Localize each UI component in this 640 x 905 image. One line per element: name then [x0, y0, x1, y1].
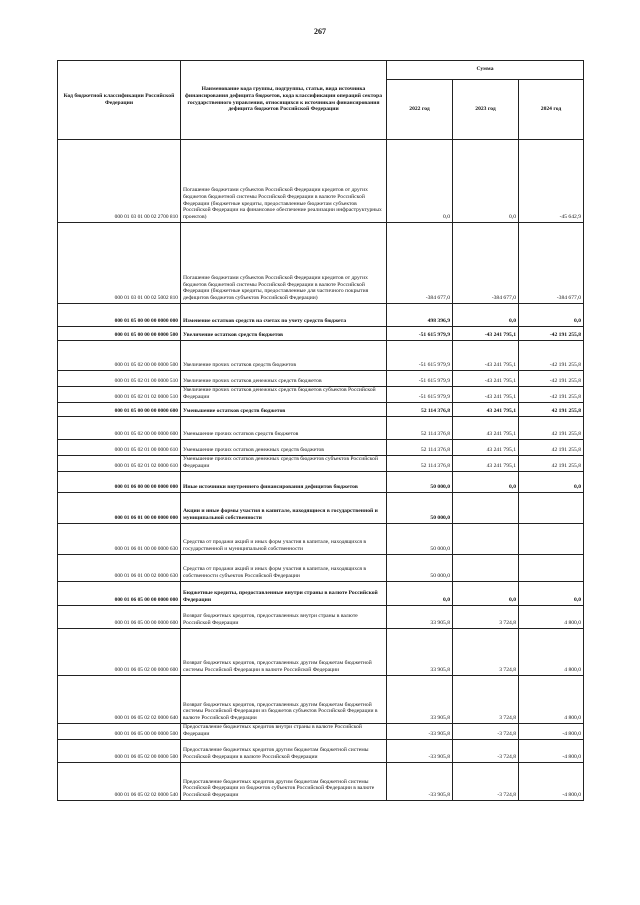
budget-code-cell: 000 01 05 00 00 00 0000 500	[58, 327, 181, 341]
budget-code-cell: 000 01 05 00 00 00 0000 000	[58, 304, 181, 327]
year-2023-header: 2023 год	[453, 80, 519, 140]
amount-2024-cell: -42 191 255,8	[519, 371, 584, 387]
budget-code-cell: 000 01 05 02 01 02 0000 610	[58, 456, 181, 472]
budget-code-cell: 000 01 05 02 01 00 0000 610	[58, 440, 181, 456]
budget-code-cell: 000 01 06 05 02 00 0000 600	[58, 629, 181, 676]
table-row	[58, 387, 584, 403]
amount-2022-cell: 50 000,0	[387, 555, 453, 582]
amount-2022-cell: 50 000,0	[387, 493, 453, 524]
item-name-cell: Уменьшение прочих остатков денежных средств бюджетов	[181, 440, 387, 456]
table-row	[58, 472, 584, 493]
amount-2023-cell	[453, 524, 519, 555]
amount-2023-cell: 43 241 795,1	[453, 456, 519, 472]
amount-2024-cell: 4 800,0	[519, 676, 584, 724]
amount-2023-cell: 3 724,8	[453, 629, 519, 676]
amount-2022-cell: 33 905,8	[387, 606, 453, 629]
item-name-cell: Возврат бюджетных кредитов, предоставленных внутри страны в валюте Российской Федерации	[181, 606, 387, 629]
budget-code-cell: 000 01 03 01 00 02 2700 810	[58, 140, 181, 223]
budget-code-cell: 000 01 06 05 00 00 0000 600	[58, 606, 181, 629]
budget-code-cell: 000 01 06 05 00 00 0000 500	[58, 724, 181, 740]
item-name-cell: Увеличение остатков средств бюджетов	[181, 327, 387, 341]
amount-2024-cell: 0,0	[519, 304, 584, 327]
amount-2024-cell	[519, 524, 584, 555]
amount-2024-cell: -4 800,0	[519, 724, 584, 740]
item-name-cell: Возврат бюджетных кредитов, предоставленных другим бюджетам бюджетной системы Российской Федерации из бюджетов субъектов Российской Федерации в валюте Российской Федерации	[181, 676, 387, 724]
table-row	[58, 524, 584, 555]
item-name-cell: Изменение остатков средств на счетах по учету средств бюджета	[181, 304, 387, 327]
table-row	[58, 676, 584, 724]
amount-2023-cell	[453, 555, 519, 582]
amount-2022-cell: -51 615 979,9	[387, 327, 453, 341]
budget-code-cell: 000 01 06 05 02 02 0000 540	[58, 763, 181, 801]
item-name-cell: Увеличение прочих остатков денежных средств бюджетов субъектов Российской Федерации	[181, 387, 387, 403]
item-name-cell: Погашение бюджетами субъектов Российской Федерации кредитов от других бюджетов бюджетной системы Российской Федерации в валюте Российской Федерации (бюджетные кредиты, предоставленные бюджетам субъектов Российской Федерации на финансовое обеспечение реализации инфраструктурных проектов)	[181, 140, 387, 223]
item-name-cell: Уменьшение остатков средств бюджетов	[181, 403, 387, 417]
amount-2022-cell: 498 396,9	[387, 304, 453, 327]
budget-code-cell: 000 01 05 02 01 02 0000 510	[58, 387, 181, 403]
budget-code-cell: 000 01 06 05 02 02 0000 640	[58, 676, 181, 724]
table-row	[58, 763, 584, 801]
amount-2022-cell: -33 905,8	[387, 763, 453, 801]
amount-2022-cell: 33 905,8	[387, 676, 453, 724]
item-name-cell: Средства от продажи акций и иных форм участия в капитале, находящихся в государственной и муниципальной собственности	[181, 524, 387, 555]
budget-code-cell: 000 01 03 01 00 02 5002 810	[58, 223, 181, 304]
amount-2022-cell: -33 905,8	[387, 724, 453, 740]
table-row	[58, 371, 584, 387]
amount-2022-cell: 52 114 376,8	[387, 440, 453, 456]
year-2022-header: 2022 год	[387, 80, 453, 140]
amount-2023-cell: 43 241 795,1	[453, 403, 519, 417]
amount-2024-cell: 4 800,0	[519, 606, 584, 629]
item-name-cell: Предоставление бюджетных кредитов внутри страны в валюте Российской Федерации	[181, 724, 387, 740]
item-name-cell: Предоставление бюджетных кредитов другим бюджетам бюджетной системы Российской Федерации из бюджетов субъектов Российской Федерации в валюте Российской Федерации	[181, 763, 387, 801]
table-row	[58, 606, 584, 629]
table-row	[58, 740, 584, 763]
table-row	[58, 493, 584, 524]
table-row	[58, 304, 584, 327]
amount-2022-cell: -51 615 979,9	[387, 341, 453, 371]
item-name-cell: Увеличение прочих остатков средств бюджетов	[181, 341, 387, 371]
table-row	[58, 629, 584, 676]
sum-column-header: Сумма	[387, 61, 584, 80]
table-row	[58, 417, 584, 440]
table-row	[58, 223, 584, 304]
budget-code-cell: 000 01 06 01 00 00 0000 000	[58, 493, 181, 524]
amount-2024-cell: 42 191 255,8	[519, 440, 584, 456]
amount-2023-cell: 3 724,8	[453, 676, 519, 724]
amount-2023-cell	[453, 493, 519, 524]
budget-code-cell: 000 01 05 02 00 00 0000 600	[58, 417, 181, 440]
amount-2022-cell: 52 114 376,8	[387, 417, 453, 440]
amount-2022-cell: 50 000,0	[387, 524, 453, 555]
item-name-cell: Акции и иные формы участия в капитале, находящиеся в государственной и муниципальной собственности	[181, 493, 387, 524]
table-row	[58, 403, 584, 417]
amount-2024-cell: 0,0	[519, 582, 584, 606]
amount-2024-cell: 42 191 255,8	[519, 403, 584, 417]
item-name-cell: Погашение бюджетами субъектов Российской Федерации кредитов от других бюджетов бюджетной системы Российской Федерации в валюте Российской Федерации (бюджетные кредиты, предоставленные для частичного покрытия дефицитов бюджетов субъектов Российской Федерации)	[181, 223, 387, 304]
amount-2023-cell: -384 677,0	[453, 223, 519, 304]
item-name-cell: Уменьшение прочих остатков денежных средств бюджетов субъектов Российской Федерации	[181, 456, 387, 472]
amount-2024-cell: -42 191 255,8	[519, 341, 584, 371]
budget-code-cell: 000 01 06 01 00 00 0000 630	[58, 524, 181, 555]
table-row	[58, 582, 584, 606]
amount-2022-cell: 52 114 376,8	[387, 403, 453, 417]
amount-2024-cell: -45 642,9	[519, 140, 584, 223]
table-row	[58, 140, 584, 223]
item-name-cell: Бюджетные кредиты, предоставленные внутри страны в валюте Российской Федерации	[181, 582, 387, 606]
budget-code-cell: 000 01 06 05 00 00 0000 000	[58, 582, 181, 606]
name-column-header: Наименование кода группы, подгруппы, статьи, вида источника финансирования дефицита бюджетов, кода классификации операций сектора государственного управления, относящихся к источникам финансирования дефицита бюджетов Российской Федерации	[181, 61, 387, 140]
amount-2022-cell: -33 905,8	[387, 740, 453, 763]
amount-2023-cell: -3 724,8	[453, 740, 519, 763]
amount-2022-cell: -51 615 979,9	[387, 387, 453, 403]
amount-2023-cell: 0,0	[453, 472, 519, 493]
item-name-cell: Средства от продажи акций и иных форм участия в капитале, находящихся в собственности субъектов Российской Федерации	[181, 555, 387, 582]
page-number: 267	[314, 27, 326, 36]
amount-2022-cell: 0,0	[387, 140, 453, 223]
table-row	[58, 724, 584, 740]
amount-2022-cell: 52 114 376,8	[387, 456, 453, 472]
amount-2024-cell: -4 800,0	[519, 740, 584, 763]
amount-2023-cell: 0,0	[453, 582, 519, 606]
amount-2023-cell: 43 241 795,1	[453, 417, 519, 440]
amount-2022-cell: 50 000,0	[387, 472, 453, 493]
budget-code-cell: 000 01 05 02 00 00 0000 500	[58, 341, 181, 371]
amount-2024-cell: 42 191 255,8	[519, 417, 584, 440]
amount-2024-cell: -42 191 255,8	[519, 327, 584, 341]
code-column-header: Код бюджетной классификации Российской Федерации	[58, 61, 181, 140]
amount-2023-cell: -3 724,8	[453, 763, 519, 801]
amount-2023-cell: -43 241 795,1	[453, 371, 519, 387]
amount-2024-cell	[519, 555, 584, 582]
amount-2023-cell: 0,0	[453, 304, 519, 327]
item-name-cell: Уменьшение прочих остатков средств бюджетов	[181, 417, 387, 440]
amount-2024-cell	[519, 493, 584, 524]
budget-code-cell: 000 01 06 01 00 02 0000 630	[58, 555, 181, 582]
amount-2024-cell: -4 800,0	[519, 763, 584, 801]
amount-2023-cell: -3 724,8	[453, 724, 519, 740]
budget-code-cell: 000 01 05 00 00 00 0000 600	[58, 403, 181, 417]
amount-2023-cell: -43 241 795,1	[453, 341, 519, 371]
item-name-cell: Предоставление бюджетных кредитов другим бюджетам бюджетной системы Российской Федерации в валюте Российской Федерации	[181, 740, 387, 763]
amount-2022-cell: -384 677,0	[387, 223, 453, 304]
budget-code-cell: 000 01 06 00 00 00 0000 000	[58, 472, 181, 493]
amount-2022-cell: -51 615 979,9	[387, 371, 453, 387]
table-row	[58, 555, 584, 582]
table-body	[58, 140, 584, 801]
amount-2023-cell: -43 241 795,1	[453, 387, 519, 403]
amount-2023-cell: 3 724,8	[453, 606, 519, 629]
amount-2022-cell: 33 905,8	[387, 629, 453, 676]
amount-2024-cell: 0,0	[519, 472, 584, 493]
amount-2023-cell: -43 241 795,1	[453, 327, 519, 341]
item-name-cell: Иные источники внутреннего финансирования дефицитов бюджетов	[181, 472, 387, 493]
budget-code-cell: 000 01 06 05 02 00 0000 500	[58, 740, 181, 763]
amount-2022-cell: 0,0	[387, 582, 453, 606]
budget-sources-table	[57, 60, 584, 801]
table-header	[58, 61, 584, 140]
table-row	[58, 440, 584, 456]
amount-2023-cell: 0,0	[453, 140, 519, 223]
year-2024-header: 2024 год	[519, 80, 584, 140]
amount-2024-cell: 42 191 255,8	[519, 456, 584, 472]
budget-code-cell: 000 01 05 02 01 00 0000 510	[58, 371, 181, 387]
table-row	[58, 341, 584, 371]
table-row	[58, 327, 584, 341]
amount-2023-cell: 43 241 795,1	[453, 440, 519, 456]
item-name-cell: Увеличение прочих остатков денежных средств бюджетов	[181, 371, 387, 387]
amount-2024-cell: -384 677,0	[519, 223, 584, 304]
table-row	[58, 456, 584, 472]
item-name-cell: Возврат бюджетных кредитов, предоставленных другим бюджетам бюджетной системы Российской Федерации в валюте Российской Федерации	[181, 629, 387, 676]
amount-2024-cell: -42 191 255,8	[519, 387, 584, 403]
amount-2024-cell: 4 800,0	[519, 629, 584, 676]
